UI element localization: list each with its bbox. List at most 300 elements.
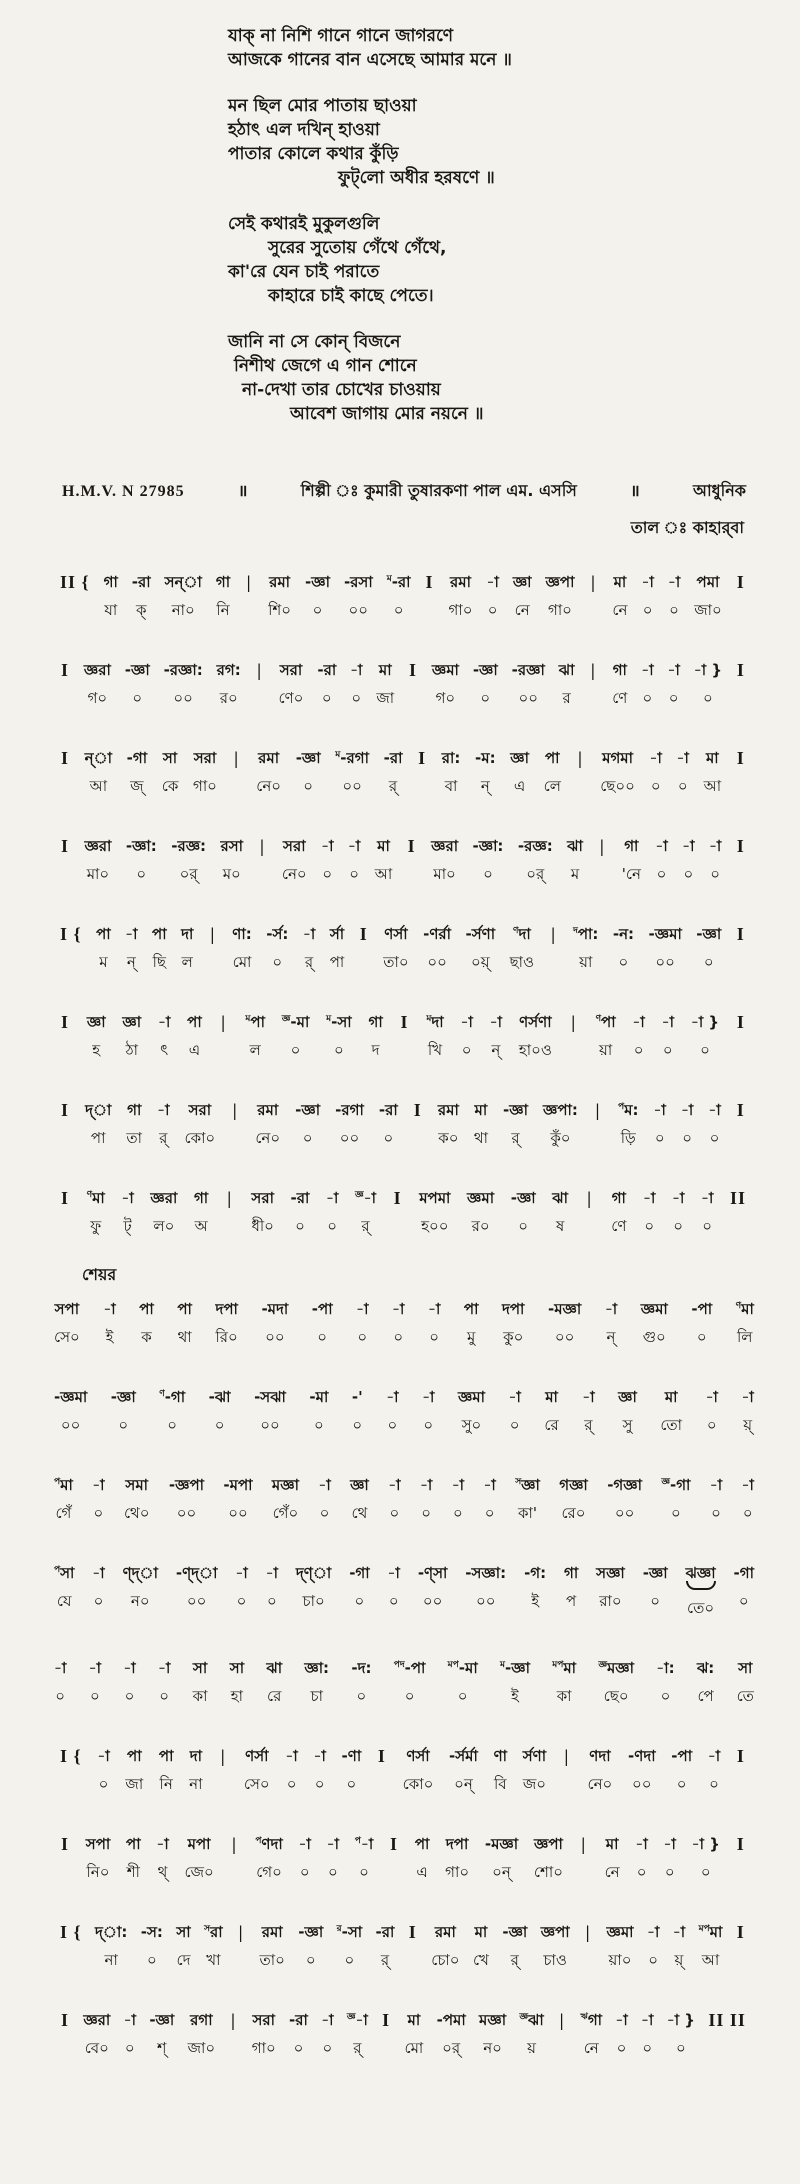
sargam-note: ণর্সা xyxy=(384,925,408,943)
note-column xyxy=(165,572,202,619)
lyric-syllable: না০ xyxy=(171,601,195,619)
lyric-syllable: ০ xyxy=(616,2039,627,2057)
note-column xyxy=(552,1188,568,1235)
notation-line xyxy=(60,924,746,971)
sargam-note: জ্ঞমা xyxy=(431,661,459,679)
lyric-syllable: ০০ xyxy=(475,1592,496,1610)
lyric-syllable: ল xyxy=(181,953,193,971)
bar-line xyxy=(408,1922,418,1951)
sargam-note: $^প$ম: xyxy=(618,1101,639,1119)
note-column xyxy=(541,1922,570,1969)
sargam-note: সরা xyxy=(279,661,303,679)
lyric-syllable: রি০ xyxy=(215,1328,238,1346)
lyric-syllable: ০ xyxy=(484,1504,495,1522)
note-column xyxy=(84,660,111,707)
lyric-syllable: গেঁ০ xyxy=(272,1504,299,1522)
lyric-syllable: ০য়্ xyxy=(471,953,490,971)
lyric-syllable: তো xyxy=(660,1416,683,1434)
lyric-syllable: ০ xyxy=(290,1041,301,1059)
sargam-note: -া xyxy=(643,1189,656,1207)
lyric-syllable: নে০ xyxy=(255,1129,281,1147)
lyric-syllable: চা xyxy=(310,1687,323,1705)
octave-mark: জ্ঞ xyxy=(354,1190,364,1200)
lyric-syllable: খি xyxy=(427,1041,443,1059)
bar-line xyxy=(736,1100,746,1129)
note-column xyxy=(655,836,667,883)
note-column xyxy=(519,2010,543,2057)
notation-line xyxy=(60,836,746,883)
lyric-syllable: র্ xyxy=(304,953,314,971)
swaralipi-notation xyxy=(54,572,754,2057)
note-column xyxy=(449,1746,478,1793)
note-column xyxy=(54,1387,87,1434)
note-column xyxy=(254,1387,286,1434)
lyric-syllable: থ্ xyxy=(157,1863,168,1881)
octave-mark: স xyxy=(515,1477,522,1487)
note-column xyxy=(708,1746,720,1793)
sargam-note: জ্ঞরা xyxy=(84,837,112,855)
sargam-note: | xyxy=(238,1922,244,1942)
lyric-syllable: ০ xyxy=(660,1687,671,1705)
sargam-note: $^ণ$মা xyxy=(735,1300,754,1318)
lyric-syllable: ০ xyxy=(633,1041,644,1059)
lyric-syllable: খে xyxy=(472,1951,489,1969)
note-column xyxy=(255,1834,282,1881)
bar-line xyxy=(218,1746,228,1775)
note-column xyxy=(321,836,333,883)
notation-line xyxy=(60,1834,746,1881)
lyric-syllable: ০ xyxy=(124,1687,135,1705)
lyric-syllable: গা০ xyxy=(192,777,217,795)
sargam-note: রমা xyxy=(269,573,290,591)
lyric-syllable: গা০ xyxy=(445,1863,470,1881)
sargam-note: সা xyxy=(162,749,178,767)
note-column xyxy=(85,748,112,795)
note-column xyxy=(448,1658,478,1705)
lyric-syllable: ষ xyxy=(555,1217,565,1235)
bar-line xyxy=(736,1922,746,1951)
sargam-note: -া xyxy=(157,1013,171,1031)
sargam-note: I xyxy=(60,1012,69,1032)
lyric-syllable: ০ xyxy=(55,1687,66,1705)
octave-mark: ণ xyxy=(735,1301,742,1311)
lyric-syllable: য় xyxy=(527,2039,536,2057)
lyric-syllable: যা xyxy=(104,601,118,619)
sargam-note: মা xyxy=(613,573,627,591)
sargam-note: সরা xyxy=(188,1101,212,1119)
lyric-syllable: আ xyxy=(703,777,722,795)
lyric-syllable: ০০ xyxy=(60,1416,81,1434)
sargam-note: -া xyxy=(386,1388,399,1406)
lyric-syllable: এ xyxy=(188,1041,201,1059)
note-column xyxy=(379,1100,398,1147)
lyric-syllable: সু xyxy=(622,1416,633,1434)
poem-line: কা'রে যেন চাই পরাতে xyxy=(228,262,380,282)
lyric-syllable: র্ xyxy=(353,2039,362,2057)
note-column xyxy=(139,1299,154,1346)
lyric-syllable: ০ xyxy=(272,953,283,971)
octave-mark: ণ xyxy=(86,1190,93,1200)
lyric-syllable: ০ xyxy=(429,1328,440,1346)
bar-line xyxy=(236,1922,246,1951)
note-column xyxy=(223,1475,252,1522)
sargam-note: পা xyxy=(127,1747,142,1765)
sargam-note: I xyxy=(413,1100,422,1120)
sargam-note: রমা xyxy=(258,749,280,767)
lyric-syllable: কো০ xyxy=(184,1129,216,1147)
octave-mark: ণ xyxy=(512,926,519,936)
lyric-syllable: ০ xyxy=(711,1504,721,1522)
note-column xyxy=(502,1299,524,1346)
sargam-note: I xyxy=(377,1746,386,1766)
sargam-note: -মজ্ঞা xyxy=(484,1835,519,1853)
note-column xyxy=(369,1012,383,1059)
note-column xyxy=(405,2010,424,2057)
note-column xyxy=(515,1475,540,1522)
note-column xyxy=(605,1299,617,1346)
sargam-note: জ্ঞমা xyxy=(467,1189,495,1207)
note-column xyxy=(351,1658,371,1705)
sargam-note: -া xyxy=(97,1747,110,1765)
note-column xyxy=(509,1387,521,1434)
note-column xyxy=(221,836,244,883)
sargam-note: -া xyxy=(388,1476,401,1494)
lyric-syllable: ০ xyxy=(383,1129,394,1147)
lyric-syllable: ০ xyxy=(683,865,694,883)
sargam-note: মগমা xyxy=(602,749,633,767)
note-column xyxy=(673,1922,685,1969)
sargam-note: | xyxy=(232,1100,238,1120)
note-column xyxy=(544,748,561,795)
lyric-syllable: থা xyxy=(177,1328,192,1346)
lyric-syllable: ন০ xyxy=(483,2039,502,2057)
sargam-note: $^স$জ্ঞা xyxy=(515,1476,540,1494)
song-lyrics xyxy=(228,24,800,426)
note-column xyxy=(596,1563,625,1610)
lyric-syllable: ০০ xyxy=(339,1129,360,1147)
lyric-syllable: হ xyxy=(92,1041,101,1059)
lyric-syllable: বা xyxy=(444,777,458,795)
sargam-note: ন্া xyxy=(84,749,113,767)
lyric-syllable: তা০ xyxy=(259,1951,285,1969)
lyric-syllable: ০০ xyxy=(614,1504,635,1522)
sargam-note: -া xyxy=(125,925,138,943)
note-column xyxy=(181,924,193,971)
lyric-syllable: ০০ xyxy=(228,1504,248,1522)
sargam-note: গা xyxy=(127,1101,142,1119)
lyric-syllable: কা' xyxy=(518,1504,537,1522)
note-column xyxy=(244,1746,270,1793)
sargam-note: ণা: xyxy=(232,925,252,943)
sargam-note: -া xyxy=(298,1835,311,1853)
note-column xyxy=(694,660,722,707)
sargam-note: -া xyxy=(326,1835,340,1853)
poem-stanza xyxy=(228,24,800,72)
sargam-note: -জ্ঞা xyxy=(696,925,722,943)
sargam-note: | xyxy=(585,1922,591,1942)
note-column xyxy=(386,1387,398,1434)
lyric-syllable: সু০ xyxy=(461,1416,482,1434)
sargam-note: মা xyxy=(605,1835,619,1853)
note-column xyxy=(176,1563,218,1610)
sargam-note: II { xyxy=(60,572,90,592)
poem-line: সেই কথারই মুকুলগুলি xyxy=(228,214,380,234)
lyric-syllable: ০ xyxy=(642,601,653,619)
sargam-note: -ণ্সা xyxy=(417,1564,448,1582)
bar-line xyxy=(588,572,598,601)
sargam-note: গা xyxy=(103,573,118,591)
sargam-note: ণর্সণা xyxy=(519,1013,552,1031)
note-column xyxy=(394,1658,426,1705)
note-column xyxy=(613,924,634,971)
sargam-note: -া: xyxy=(656,1659,675,1677)
note-column xyxy=(546,572,575,619)
sargam-note: মা xyxy=(378,661,392,679)
sargam-note: ণর্সা xyxy=(245,1747,269,1765)
lyric-syllable: ০ন্ xyxy=(454,1775,473,1793)
sargam-note: -া xyxy=(672,1923,686,1941)
sargam-note: -া xyxy=(489,1013,503,1031)
sargam-note: ঝা xyxy=(552,1189,568,1207)
sargam-note: -া xyxy=(156,1835,169,1853)
sargam-note: ঝা xyxy=(567,837,583,855)
sargam-note: -জ্ঞা xyxy=(472,661,498,679)
notation-line xyxy=(54,1563,754,1617)
lyric-syllable: পে xyxy=(697,1687,714,1705)
bar-line xyxy=(230,1100,240,1129)
note-column xyxy=(513,572,532,619)
sargam-note: দপা xyxy=(215,1300,238,1318)
taal-label: তাল ঃ কাহার্‌বা xyxy=(630,518,744,537)
note-column xyxy=(355,1188,376,1235)
note-column xyxy=(252,2010,276,2057)
note-column xyxy=(383,924,408,971)
bar-line xyxy=(257,836,267,865)
sargam-note: -া xyxy=(741,1388,754,1406)
sargam-note: -া xyxy=(641,573,654,591)
notation-line xyxy=(60,748,746,795)
sargam-note: -রা xyxy=(375,1923,395,1941)
lyric-syllable: বি xyxy=(493,1775,507,1793)
sargam-note: $^প$সা xyxy=(54,1564,75,1582)
sargam-note: সপা xyxy=(85,1835,111,1853)
sargam-note: I xyxy=(60,1100,69,1120)
bar-line xyxy=(593,1100,603,1129)
sargam-note: -র্সর্মা xyxy=(449,1747,478,1765)
sargam-note: মপমা xyxy=(419,1189,451,1207)
octave-mark: প xyxy=(354,1836,361,1846)
sargam-note: $^{জ্ঞ}$-া xyxy=(346,2011,368,2029)
lyric-syllable: ০ xyxy=(89,1687,100,1705)
sargam-note: -া } xyxy=(690,1013,720,1031)
sargam-note: -মদা xyxy=(261,1300,289,1318)
lyric-syllable: ০ xyxy=(509,1416,520,1434)
notation-line xyxy=(60,660,746,707)
lyric-syllable: ০ xyxy=(146,1951,157,1969)
lyric-syllable: এ xyxy=(416,1863,428,1881)
lyric-syllable: য়া০ xyxy=(608,1951,632,1969)
lyric-syllable: নি xyxy=(159,1775,173,1793)
sargam-note: -া xyxy=(123,1659,136,1677)
note-column xyxy=(87,1012,106,1059)
lyric-syllable: ০ xyxy=(393,1328,404,1346)
lyric-syllable: ট্ xyxy=(123,1217,132,1235)
bar-line xyxy=(576,748,586,777)
lyric-syllable: ০ xyxy=(644,1217,655,1235)
lyric-syllable: ০র্ xyxy=(526,865,545,883)
bar-line xyxy=(60,1746,82,1775)
note-column xyxy=(188,2010,216,2057)
note-column xyxy=(628,1746,656,1793)
note-column xyxy=(255,1100,280,1147)
octave-mark: ম xyxy=(326,1014,332,1024)
sargam-note: | xyxy=(221,1012,227,1032)
note-column xyxy=(671,1746,692,1793)
bar-line xyxy=(60,748,70,777)
note-column xyxy=(159,1387,185,1434)
sargam-note: র্সা xyxy=(329,925,345,943)
note-column xyxy=(54,1299,80,1346)
note-column xyxy=(266,1563,278,1610)
sargam-note: -া xyxy=(123,2011,136,2029)
note-column xyxy=(164,660,203,707)
sargam-note: I xyxy=(736,1100,745,1120)
lyric-syllable: ০০ xyxy=(348,601,369,619)
note-column xyxy=(375,836,393,883)
octave-mark: জ্ঞ xyxy=(598,1660,607,1670)
note-column xyxy=(598,1658,634,1705)
sargam-note: -া xyxy=(486,573,499,591)
lyric-syllable: পা xyxy=(329,953,345,971)
sargam-note: -া xyxy=(321,837,334,855)
sargam-note: I xyxy=(408,1922,417,1942)
note-column xyxy=(475,748,496,795)
lyric-syllable: নি০ xyxy=(86,1863,110,1881)
sargam-note: -া xyxy=(709,1476,723,1494)
note-column xyxy=(641,2010,653,2057)
note-column xyxy=(387,572,411,619)
lyric-syllable: কুঁ০ xyxy=(550,1129,571,1147)
note-column xyxy=(268,572,291,619)
sargam-note: গা xyxy=(564,1564,579,1582)
poem-line: যাক্ না নিশি গানে গানে জাগরণে xyxy=(228,26,454,46)
sargam-note: | xyxy=(571,1012,577,1032)
lyric-syllable: মো xyxy=(404,2039,424,2057)
lyric-syllable: ম xyxy=(99,953,108,971)
note-column xyxy=(204,1922,223,1969)
bar-line xyxy=(393,1188,403,1217)
note-column xyxy=(458,1387,485,1434)
lyric-syllable: ০০ xyxy=(518,689,538,707)
sargam-note: দপা xyxy=(502,1300,525,1318)
lyric-syllable: জা xyxy=(376,689,395,707)
sargam-note: গা xyxy=(368,1013,383,1031)
sargam-note: -পা xyxy=(691,1300,713,1318)
note-column xyxy=(84,836,111,883)
lyric-syllable: ০ xyxy=(676,1775,687,1793)
lyric-syllable: ০ xyxy=(293,2039,304,2057)
note-column xyxy=(710,1475,722,1522)
lyric-syllable: ০ xyxy=(132,689,143,707)
lyric-syllable: ই xyxy=(105,1328,114,1346)
note-column xyxy=(612,660,627,707)
lyric-syllable: ০ xyxy=(236,1592,247,1610)
sargam-note: -া xyxy=(88,1659,102,1677)
note-column xyxy=(706,1387,718,1434)
sargam-note: -া xyxy=(460,1013,473,1031)
sargam-note: | xyxy=(590,572,596,592)
sargam-note: | xyxy=(230,2010,236,2030)
note-column xyxy=(177,1299,192,1346)
sargam-note: I xyxy=(418,748,427,768)
octave-mark: জ্ঞ xyxy=(661,1477,670,1487)
lyric-syllable: ণে০ xyxy=(278,689,304,707)
sargam-note: -া xyxy=(121,1189,134,1207)
sargam-note: -া xyxy=(419,1476,433,1494)
bar-line xyxy=(389,1834,399,1863)
lyric-syllable: ০ন্ xyxy=(492,1863,511,1881)
note-column xyxy=(184,1834,213,1881)
sargam-note: I xyxy=(359,924,368,944)
sargam-note: I xyxy=(425,572,434,592)
note-column xyxy=(95,1922,127,1969)
lyric-syllable: নে০ xyxy=(281,865,307,883)
sargam-note: -' xyxy=(351,1388,363,1406)
note-column xyxy=(251,1188,274,1235)
note-column xyxy=(647,1922,659,1969)
sargam-note: I xyxy=(736,748,745,768)
note-column xyxy=(289,2010,308,2057)
sargam-note: রগ: xyxy=(216,661,241,679)
note-column xyxy=(552,1658,576,1705)
note-column xyxy=(123,1563,158,1610)
note-column xyxy=(668,660,680,707)
sargam-note: -স: xyxy=(140,1923,163,1941)
sargam-note: -া xyxy=(321,2011,334,2029)
poem-line: আজকে গানের বান এসেছে আমার মনে ॥ xyxy=(228,50,512,70)
lyric-syllable: মা০ xyxy=(433,865,456,883)
note-column xyxy=(245,1012,265,1059)
octave-mark: ম xyxy=(245,1014,251,1024)
sargam-note: জ্ঞরা xyxy=(431,837,459,855)
sargam-note: -া xyxy=(646,1923,660,1941)
lyric-syllable: ০ xyxy=(159,1687,170,1705)
lyric-syllable: রে xyxy=(544,1416,559,1434)
bar-line xyxy=(359,924,369,953)
sargam-note: -া xyxy=(326,1189,339,1207)
lyric-syllable: ক xyxy=(141,1328,152,1346)
bar-line xyxy=(585,1188,595,1217)
note-column xyxy=(452,1475,464,1522)
sargam-note: $^ণ$পা xyxy=(595,1013,616,1031)
lyric-syllable: র০ xyxy=(471,1217,490,1235)
sargam-note: পা xyxy=(126,1835,141,1853)
lyric-syllable: চাও xyxy=(543,1951,567,1969)
sargam-note: গা xyxy=(624,837,639,855)
sargam-note: $^ম$-রগা xyxy=(335,749,369,767)
lyric-syllable: ০০ xyxy=(632,1775,652,1793)
bar-line xyxy=(244,572,254,601)
lyric-syllable: ছে০ xyxy=(603,1687,629,1705)
lyric-syllable: ০০ xyxy=(173,689,193,707)
lyric-syllable: ই xyxy=(511,1687,519,1705)
note-column xyxy=(132,572,151,619)
poem-stanza xyxy=(228,94,800,190)
sargam-note: -ম: xyxy=(475,749,496,767)
note-column xyxy=(279,660,304,707)
sargam-note: মা xyxy=(705,749,719,767)
lyric-syllable: নে০ xyxy=(256,777,282,795)
